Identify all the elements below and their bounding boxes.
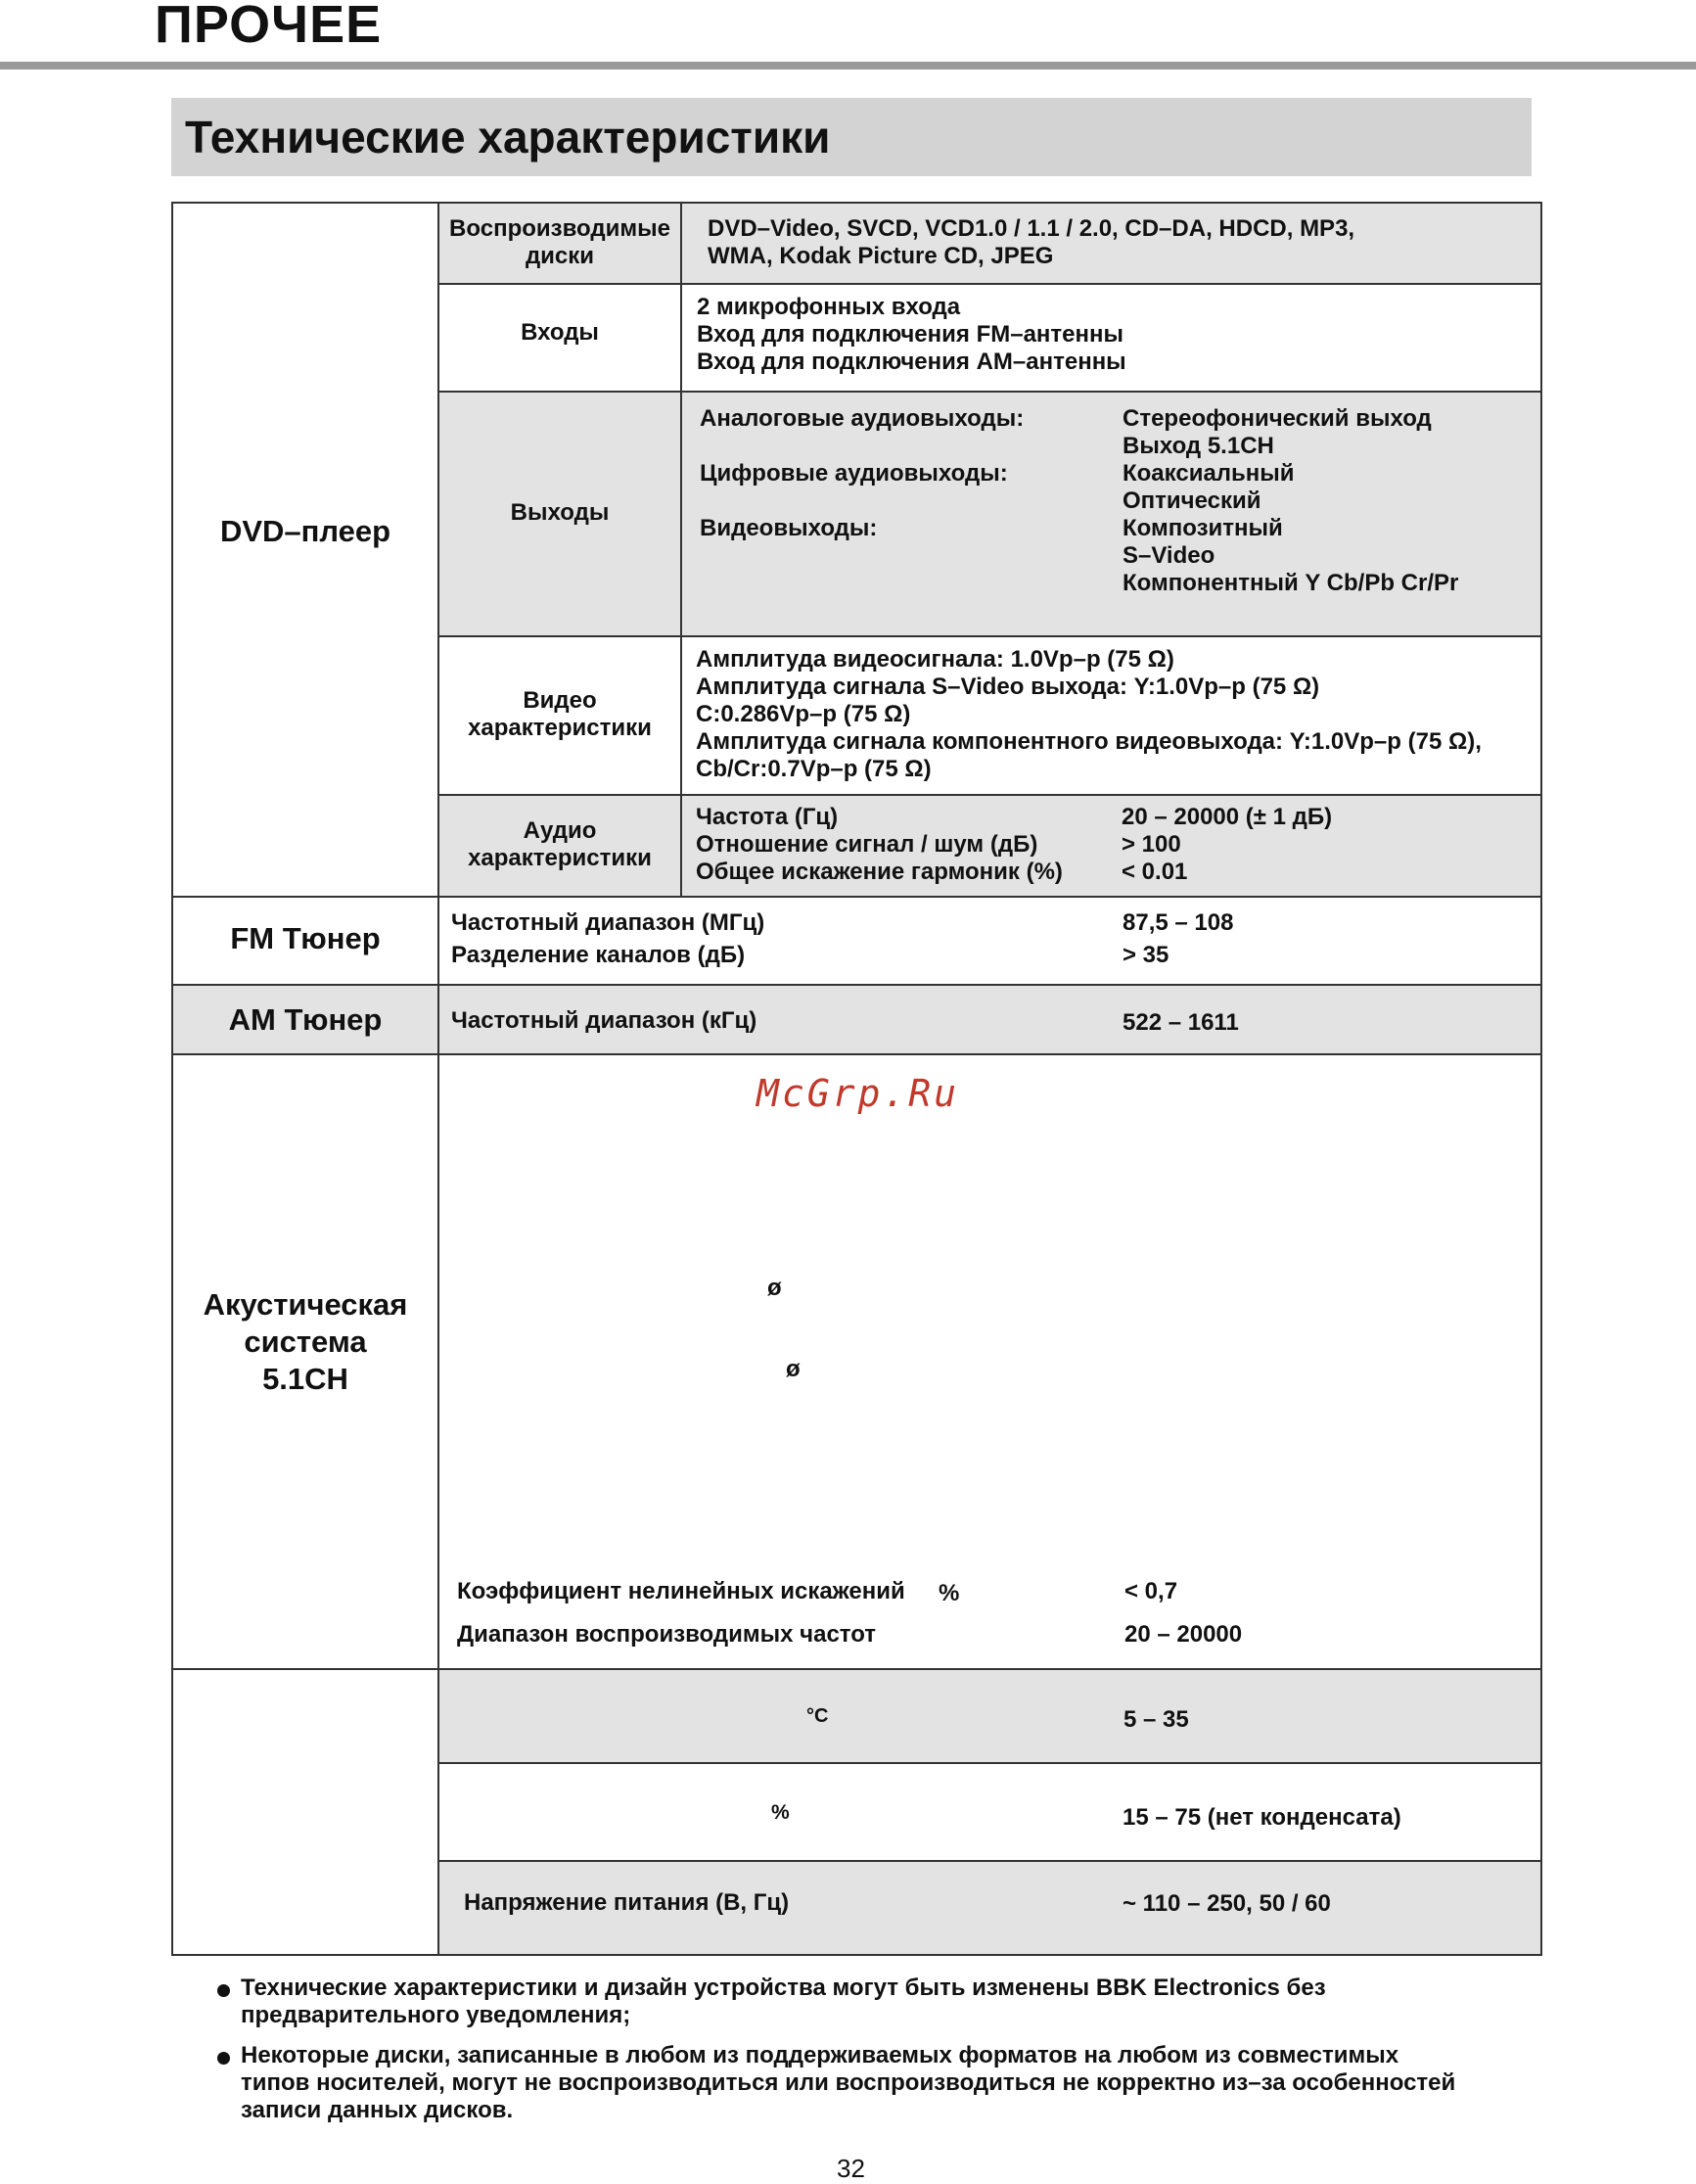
audio-specs-label <box>439 817 680 872</box>
inputs-label: Входы <box>521 319 599 346</box>
row-line-5 <box>171 896 1542 898</box>
table-border-right <box>1540 202 1542 1956</box>
discs-value-line1: DVD–Video, SVCD, VCD1.0 / 1.1 / 2.0, CD–DA, HDCD, MP3, <box>708 215 1355 242</box>
thd-name: Коэффициент нелинейных искажений <box>457 1578 905 1604</box>
bullet-icon <box>217 1984 230 1997</box>
discs-value <box>708 215 1354 270</box>
discs-label-line2: диски <box>525 243 595 269</box>
video-spec-line: Амплитуда видеосигнала: 1.0Vp–p (75 Ω) <box>696 646 1174 673</box>
inputs-line1: 2 микрофонных входа <box>697 294 961 320</box>
note-2-line2: типов носителей, могут не воспроизводиться или воспроизводиться не корректно из–за особенностей <box>241 2069 1456 2096</box>
note-2 <box>241 2042 1455 2124</box>
video-specs-label-line2: характеристики <box>468 715 652 741</box>
video-specs-label-line1: Видео <box>523 687 597 714</box>
inputs-line3: Вход для подключения AM–антенны <box>697 349 1126 375</box>
humidity-unit: % <box>771 1801 790 1824</box>
section-title: ПРОЧЕЕ <box>155 0 383 54</box>
discs-value-line2: WMA, Kodak Picture CD, JPEG <box>708 243 1054 269</box>
fm-separation-name: Разделение каналов (дБ) <box>451 942 746 968</box>
am-range-name: Частотный диапазон (кГц) <box>451 1007 757 1034</box>
row-line-7 <box>171 1053 1542 1055</box>
outputs-values <box>1123 405 1458 597</box>
note-2-line3: записи данных дисков. <box>241 2097 514 2123</box>
video-spec-line: Амплитуда сигнала S–Video выхода: Y:1.0Vp–p (75 Ω) <box>696 674 1320 700</box>
row-line-9 <box>437 1762 1542 1764</box>
watermark: McGrp.Ru <box>756 1072 960 1115</box>
note-1-line2: предварительного уведомления; <box>241 2002 631 2028</box>
thd-value: < 0,7 <box>1124 1578 1178 1604</box>
page-heading: Технические характеристики <box>185 112 831 163</box>
audio-spec-name: Отношение сигнал / шум (дБ) <box>696 831 1038 858</box>
inputs-value <box>697 294 1126 376</box>
output-analog-stereo: Стереофонический выход <box>1123 405 1432 432</box>
video-specs-values <box>696 646 1482 783</box>
table-border-bottom <box>171 1954 1542 1956</box>
audio-spec-value: > 100 <box>1122 831 1181 858</box>
audio-specs-label-line2: характеристики <box>468 845 652 871</box>
category-speakers-line2: система <box>244 1324 367 1359</box>
power-value: ~ 110 – 250, 50 / 60 <box>1123 1890 1331 1917</box>
row-line-8 <box>171 1668 1542 1670</box>
row-line-3 <box>437 635 1542 637</box>
row-line-10 <box>437 1860 1542 1862</box>
output-video-component: Компонентный Y Cb/Pb Cr/Pr <box>1123 570 1459 596</box>
category-dvd: DVD–плеер <box>219 514 391 548</box>
output-digital-coax: Коаксиальный <box>1123 460 1295 487</box>
power-label: Напряжение питания (В, Гц) <box>464 1889 790 1916</box>
temp-unit: °C <box>806 1705 829 1727</box>
table-divider-category <box>437 202 439 1956</box>
fm-separation-value: > 35 <box>1123 942 1169 968</box>
diameter-symbol: ø <box>786 1356 801 1382</box>
row-line-2 <box>437 391 1542 393</box>
page-number: 32 <box>837 2154 865 2183</box>
category-am: AM Тюнер <box>228 1002 383 1037</box>
audio-specs-values <box>1122 804 1332 886</box>
discs-label <box>439 215 680 270</box>
category-fm: FM Тюнер <box>230 921 381 955</box>
output-analog-51: Выход 5.1CH <box>1123 433 1274 459</box>
header-rule <box>0 62 1696 70</box>
table-border-top <box>171 202 1542 204</box>
humidity-value: 15 – 75 (нет конденсата) <box>1123 1804 1401 1831</box>
am-range-value: 522 – 1611 <box>1123 1009 1239 1036</box>
temp-value: 5 – 35 <box>1123 1706 1189 1733</box>
row-line-4 <box>437 794 1542 796</box>
video-specs-label <box>439 687 680 742</box>
audio-spec-name: Общее искажение гармоник (%) <box>696 859 1063 885</box>
video-spec-line: Амплитуда сигнала компонентного видеовыхода: Y:1.0Vp–p (75 Ω), <box>696 728 1482 755</box>
discs-label-line1: Воспроизводимые <box>449 215 670 242</box>
category-speakers-line3: 5.1CH <box>262 1362 348 1396</box>
freq-range-name: Диапазон воспроизводимых частот <box>457 1621 877 1648</box>
audio-spec-value: < 0.01 <box>1122 859 1188 885</box>
audio-spec-value: 20 – 20000 (± 1 дБ) <box>1122 804 1333 830</box>
output-video-svideo: S–Video <box>1123 542 1215 569</box>
outputs-label: Выходы <box>510 499 610 526</box>
audio-specs-label-line1: Аудио <box>523 817 597 844</box>
note-1-line1: Технические характеристики и дизайн устройства могут быть изменены BBK Electronics без <box>241 1975 1326 2001</box>
audio-specs-names <box>696 804 1063 886</box>
diameter-symbol: ø <box>767 1275 782 1301</box>
note-1 <box>241 1975 1326 2029</box>
table-border-left <box>171 202 173 1956</box>
inputs-line2: Вход для подключения FM–антенны <box>697 321 1124 348</box>
audio-spec-name: Частота (Гц) <box>696 804 839 830</box>
row-line-6 <box>171 984 1542 986</box>
output-digital-optical: Оптический <box>1123 488 1261 514</box>
category-speakers <box>172 1286 438 1398</box>
row-line-1 <box>437 283 1542 285</box>
bullet-icon <box>217 2052 230 2065</box>
fm-range-value: 87,5 – 108 <box>1123 909 1234 936</box>
outputs-digital-label: Цифровые аудиовыходы: <box>700 460 1008 487</box>
category-speakers-line1: Акустическая <box>203 1287 408 1322</box>
note-2-line1: Некоторые диски, записанные в любом из поддерживаемых форматов на любом из совместимых <box>241 2042 1399 2068</box>
outputs-video-label: Видеовыходы: <box>700 515 878 541</box>
thd-unit: % <box>939 1580 960 1606</box>
row-shade-temp <box>438 1670 1541 1763</box>
output-video-composite: Композитный <box>1123 515 1283 541</box>
table-divider-dvd-sub <box>680 202 682 897</box>
video-spec-line: C:0.286Vp–p (75 Ω) <box>696 701 911 727</box>
outputs-analog-label: Аналоговые аудиовыходы: <box>700 405 1025 432</box>
fm-range-name: Частотный диапазон (МГц) <box>451 909 765 936</box>
freq-range-value: 20 – 20000 <box>1124 1621 1243 1648</box>
video-spec-line: Cb/Cr:0.7Vp–p (75 Ω) <box>696 756 932 782</box>
